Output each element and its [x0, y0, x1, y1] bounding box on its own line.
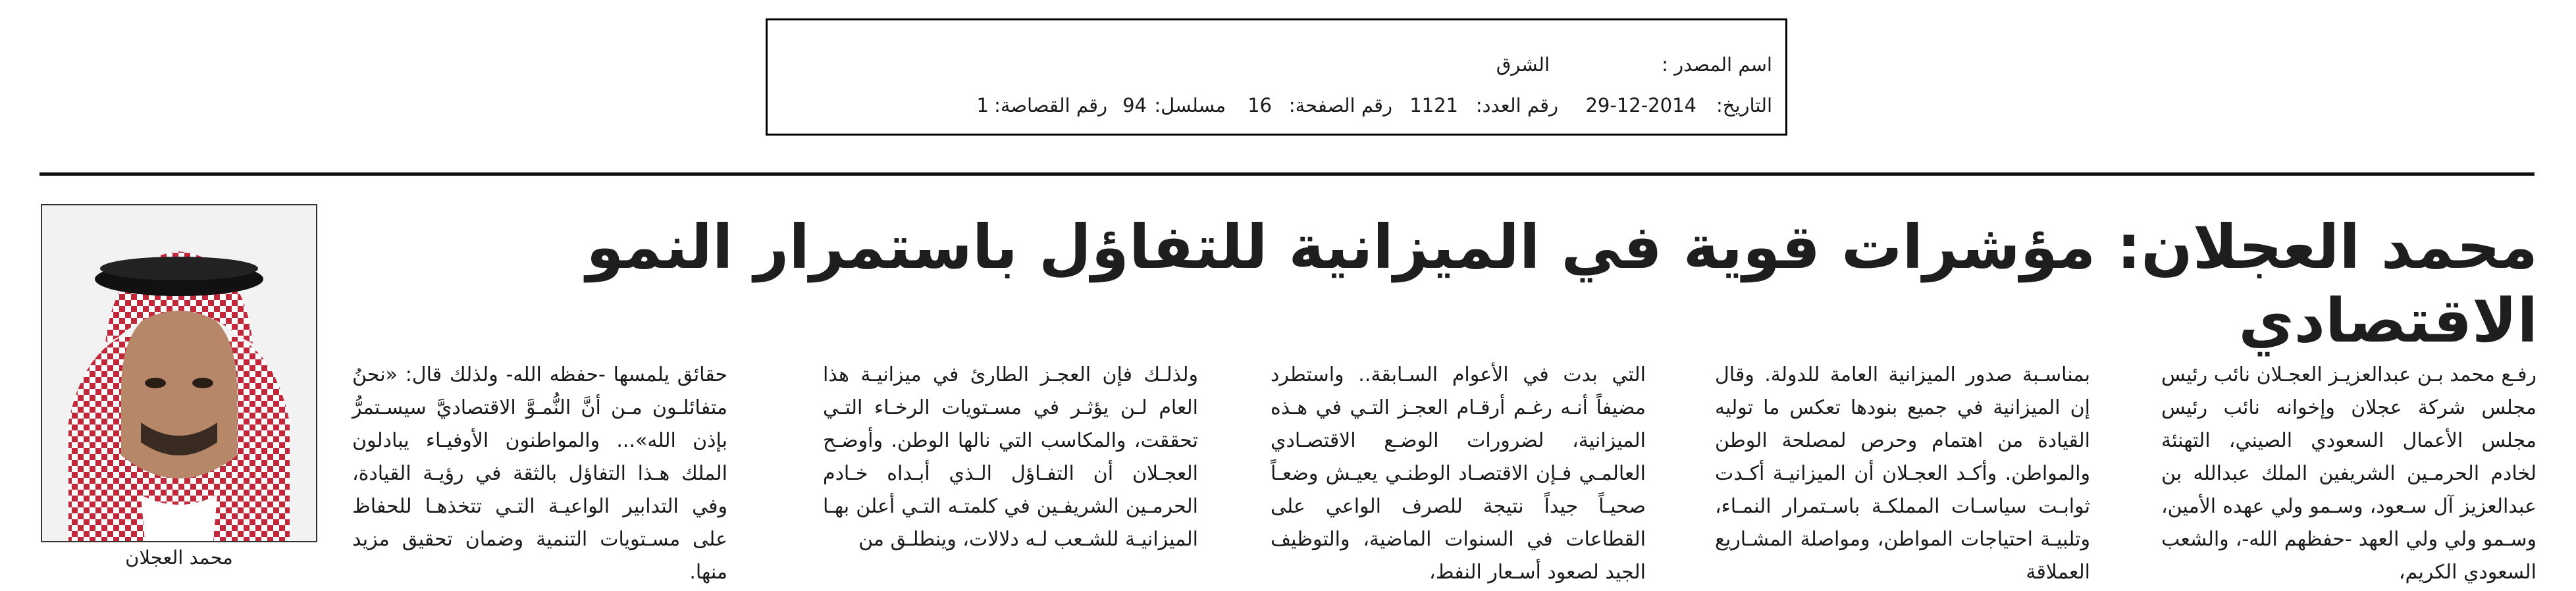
column-1-text: رفـع محمد بـن عبدالعزيـز العجـلان نائب رئيس مجلس شركة عجلان وإخوانه نائب رئيس مجلس الأعمال السعودي الصيني، التهنئة لخادم الحرمـين الشريفين الملك عبدالله بن عبدالعزيز آل سـعود، وسـمو ولي عهده الأمين، وسـمو ولي ولي العهد -حفظهم الله-، والشعب السعودي الكريم،: [2161, 363, 2537, 584]
article-column-3: [1271, 359, 1646, 589]
page-label: رقم الصفحة:: [1288, 94, 1392, 116]
column-2-text: بمناسـبة صدور الميزانية العامة للدولة. وقال إن الميزانية في جميع بنودها تعكس ما توليه القيادة من اهتمام وحرص لمصلحة الوطن والمواطن. وأكـد العجـلان أن الميزانيـة أكـدت ثوابـت سياسـات المملكـة باسـتمرار النمـاء، وتلبيـة احتياجات المواطن، ومواصلة المشـاريع العملاقة: [1715, 363, 2090, 584]
date-value: 29-12-2014: [1585, 94, 1696, 116]
article-column-4: [823, 359, 1198, 556]
portrait-image: [42, 205, 316, 541]
date-label: التاريخ:: [1716, 94, 1772, 116]
photo-caption: محمد العجلان: [125, 546, 233, 569]
portrait-photo: [41, 204, 317, 542]
clip-value: 1: [976, 94, 989, 116]
article-headline: محمد العجلان: مؤشرات قوية في الميزانية للتفاؤل باستمرار النمو الاقتصادي: [586, 212, 2538, 356]
clipping-metadata-box: [766, 18, 1787, 136]
source-value: الشرق: [1496, 53, 1550, 76]
article-column-1: [2161, 359, 2537, 589]
clip-label: رقم القصاصة:: [994, 94, 1107, 116]
issue-label: رقم العدد:: [1475, 94, 1558, 116]
header-divider: [39, 172, 2535, 176]
column-4-text: ولذلـك فإن العجـز الطارئ في ميزانيـة هذا العام لـن يؤثـر في مسـتويات الرخـاء التـي تحققت، والمكاسب التي نالها الوطن. وأوضـح العجـلان أن التفـاؤل الـذي أبـداه خـادم الحرمـين الشريفـين في كلمتـه التـي أعلن بهـا الميزانيـة للشـعب لـه دلالات، وينطلـق من: [823, 363, 1198, 551]
page-value: 16: [1248, 94, 1272, 116]
serial-label: مسلسل:: [1154, 94, 1226, 116]
issue-value: 1121: [1409, 94, 1458, 116]
details-row: [768, 94, 1785, 120]
article-column-2: [1715, 359, 2090, 589]
source-label: اسم المصدر :: [1662, 53, 1772, 76]
serial-value: 94: [1122, 94, 1147, 116]
column-3-text: التي بدت في الأعوام السـابقة.. واستطرد مضيفاً أنـه رغـم أرقـام العجـز التـي في هـذه الميزانية، لضرورات الوضـع الاقتصـادي العالمـي فـإن الاقتصـاد الوطنـي يعيـش وضعـاً صحيـاً جيداً نتيجة للصرف الواعي على القطاعات في السنوات الماضية، والتوظيف الجيد لصعود أسـعار النفط،: [1271, 363, 1646, 584]
column-5-text: حقائق يلمسها -حفظه الله- ولذلك قال: «نحنُ متفائلـون مـن أنَّ النُّمـوَّ الاقتصاديَّ سيسـتمرُّ بإذن الله»... والمواطنون الأوفيـاء يبادلون الملك هـذا التفاؤل بالثقة في رؤيـة القيادة، وفي التدابير الواعيـة التـي تتخذهـا للحفاظ على مسـتويات التنمية وضمان تحقيق مزيد منها.: [352, 363, 727, 584]
source-row: [768, 53, 1785, 80]
article-column-5: [352, 359, 727, 589]
